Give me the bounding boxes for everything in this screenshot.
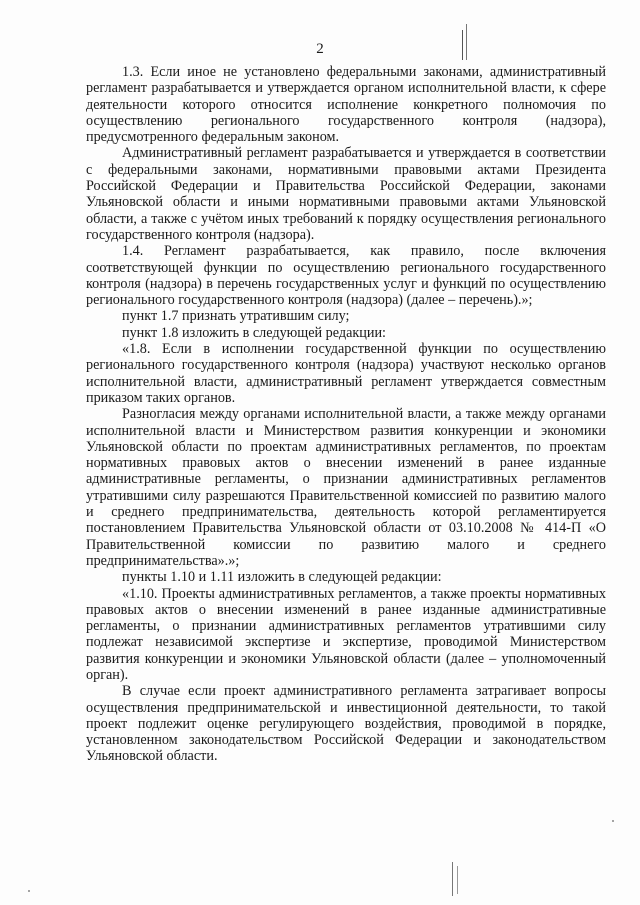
page-number: 2 [316, 41, 324, 57]
paragraph-clause-1-7: пункт 1.7 признать утратившим силу; [122, 308, 350, 325]
paragraph-disagreements: Разногласия между органами исполнительной власти, а также между органами исполнительной власти и Министерством развития конкуренции и экономики Ульяновской области по проектам административных регламентов, по проектам нормативных правовых актов о внесении изменений в ранее изданные административные регламенты, о признании административных регламентов утратившими силу разрешаются Правительственной комиссией по развитию малого и среднего предпринимательства, деятельность которой регламентируется постановлением Правительства Ульяновской области от 03.10.2008 № 414-П «О Правительственной комиссии по развитию малого и среднего предпринимательства».»; [86, 406, 606, 569]
paragraph-1-10: «1.10. Проекты административных регламентов, а также проекты нормативных правовых актов о внесении изменений в ранее изданные административные регламенты, о признании административных регламентов утратившими силу подлежат независимой экспертизе и экспертизе, проводимой Министерством развития конкуренции и экономики Ульяновской области (далее – уполномоченный орган). [86, 585, 606, 683]
scan-speck [612, 820, 614, 822]
scan-artifact-line [452, 862, 453, 896]
paragraph-1-8: «1.8. Если в исполнении государственной функции по осуществлению регионального государственного контроля (надзора) участвуют несколько органов исполнительной власти, административный регламент утверждается совместным приказом таких органов. [86, 341, 606, 406]
paragraph-regulation-basis: Административный регламент разрабатывается и утверждается в соответствии с федеральными законами, нормативными правовыми актами Президента Российской Федерации и Правительства Российской Федерации, законами Ульяновской области и иными нормативными правовыми актами Ульяновской области, а также с учётом иных требований к порядку осуществления регионального государственного контроля (надзора). [86, 145, 606, 243]
scan-speck [28, 890, 30, 892]
paragraph-regulatory-impact: В случае если проект административного регламента затрагивает вопросы осуществления предпринимательской и инвестиционной деятельности, то такой проект подлежит оценке регулирующего воздействия, проводимой в порядке, установленном законодательством Российской Федерации и законодательством Ульяновской области. [86, 683, 606, 765]
paragraph-1-3: 1.3. Если иное не установлено федеральными законами, административный регламент разрабатывается и утверждается органом исполнительной власти, к сфере деятельности которого относится исполнение конкретного полномочия по осуществлению регионального государственного контроля (надзора), предусмотренного федеральным законом. [86, 64, 606, 146]
paragraph-1-4: 1.4. Регламент разрабатывается, как правило, после включения соответствующей функции по осуществлению регионального государственного контроля (надзора) в перечень государственных услуг и функций по осуществлению регионального государственного контроля (надзора) (далее – перечень).»; [86, 243, 606, 309]
document-body [86, 64, 606, 765]
scan-artifact-line [457, 866, 458, 894]
paragraph-clauses-1-10-1-11-intro: пункты 1.10 и 1.11 изложить в следующей редакции: [122, 569, 442, 586]
paragraph-clause-1-8-intro: пункт 1.8 изложить в следующей редакции: [122, 324, 386, 341]
